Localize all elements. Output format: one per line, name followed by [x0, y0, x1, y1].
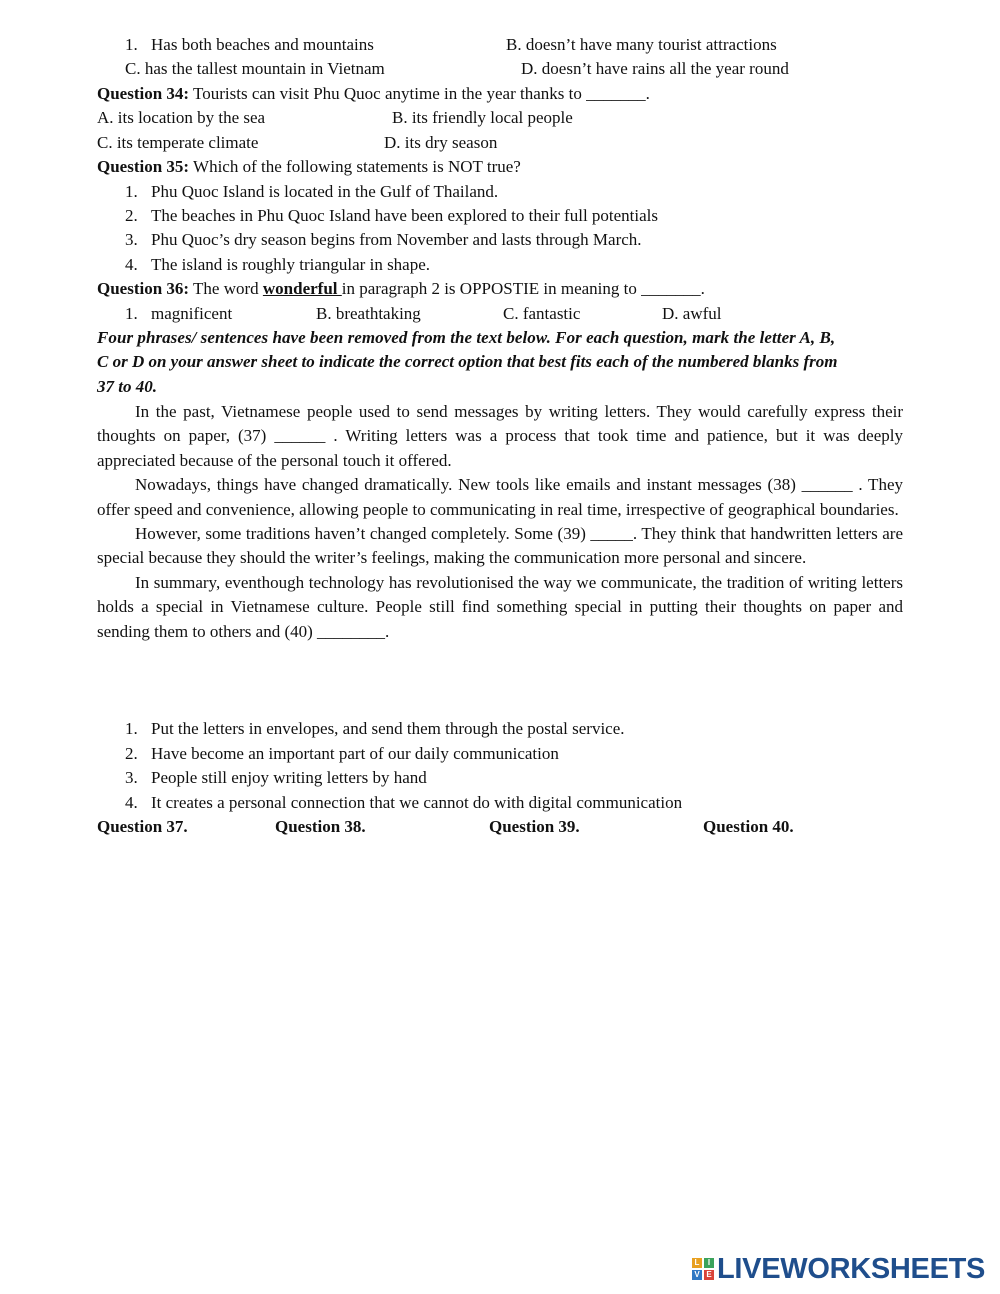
- q35-option-2: 2. The beaches in Phu Quoc Island have been explored to their full potentials: [125, 206, 659, 225]
- answer-label-38[interactable]: Question 38.: [275, 817, 366, 836]
- q33-option-d: D. doesn’t have rains all the year round: [521, 59, 789, 78]
- q34-option-d: D. its dry season: [384, 133, 498, 152]
- answer-label-39[interactable]: Question 39.: [489, 817, 580, 836]
- option-37-40-4: 4. It creates a personal connection that we cannot do with digital communication: [125, 793, 683, 812]
- instruction-line-1: Four phrases/ sentences have been removed from the text below. For each question, mark the letter A, B,: [97, 328, 836, 347]
- option-37-40-1: 1. Put the letters in envelopes, and send them through the postal service.: [125, 719, 625, 738]
- passage-paragraph-3: However, some traditions haven’t changed completely. Some (39) _____. They think that handwritten letters are special because they should the writer’s feelings, making the communication more personal and sincere.: [97, 524, 903, 568]
- q36-option-a: 1. magnificent: [125, 304, 233, 323]
- target-word: wonderful: [262, 279, 342, 298]
- q34-option-c: C. its temperate climate: [97, 133, 259, 152]
- q34-option-a: A. its location by the sea: [97, 108, 266, 127]
- logo-mark-icon: L I V E: [692, 1258, 714, 1280]
- q36-option-d: D. awful: [662, 304, 722, 323]
- question-35: Question 35: Which of the following statements is NOT true?: [97, 157, 521, 176]
- q35-option-3: 3. Phu Quoc’s dry season begins from November and lasts through March.: [125, 230, 642, 249]
- question-34: Question 34: Tourists can visit Phu Quoc anytime in the year thanks to _______.: [97, 84, 650, 103]
- option-37-40-3: 3. People still enjoy writing letters by hand: [125, 768, 427, 787]
- passage-paragraph-2: Nowadays, things have changed dramatically. New tools like emails and instant messages (38) ______ . They offer speed and convenience, allowing people to communicating in real time, irrespective of geographical boundaries.: [97, 475, 903, 519]
- q35-option-4: 4. The island is roughly triangular in shape.: [125, 255, 431, 274]
- passage-paragraph-4: In summary, eventhough technology has revolutionised the way we communicate, the tradition of writing letters holds a special in Vietnamese culture. People still find something special in putting their thoughts on paper and sending them to others and (40) ________.: [97, 572, 903, 641]
- passage: [97, 400, 903, 644]
- option-37-40-2: 2. Have become an important part of our daily communication: [125, 744, 559, 763]
- q34-option-b: B. its friendly local people: [392, 108, 573, 127]
- answer-label-40[interactable]: Question 40.: [703, 817, 794, 836]
- logo-text: LIVEWORKSHEETS: [717, 1252, 986, 1285]
- q36-option-b: B. breathtaking: [316, 304, 421, 323]
- q33-option-c: C. has the tallest mountain in Vietnam: [125, 59, 385, 78]
- q35-option-1: 1. Phu Quoc Island is located in the Gulf of Thailand.: [125, 182, 499, 201]
- question-36: Question 36: The word wonderful in paragraph 2 is OPPOSTIE in meaning to _______.: [97, 279, 705, 298]
- q36-option-c: C. fantastic: [503, 304, 581, 323]
- liveworksheets-logo: [692, 1254, 985, 1284]
- q33-option-b: B. doesn’t have many tourist attractions: [506, 35, 777, 54]
- q33-option-a: 1. Has both beaches and mountains: [125, 35, 374, 54]
- answer-label-37[interactable]: Question 37.: [97, 817, 188, 836]
- passage-paragraph-1: In the past, Vietnamese people used to send messages by writing letters. They would carefully express their thoughts on paper, (37) ______ . Writing letters was a process that took time and patience, but it was deeply appreciated because of the personal touch it offered.: [97, 402, 903, 470]
- instruction-line-3: 37 to 40.: [97, 377, 157, 396]
- instruction-line-2: C or D on your answer sheet to indicate the correct option that best fits each of the numbered blanks from: [97, 352, 838, 371]
